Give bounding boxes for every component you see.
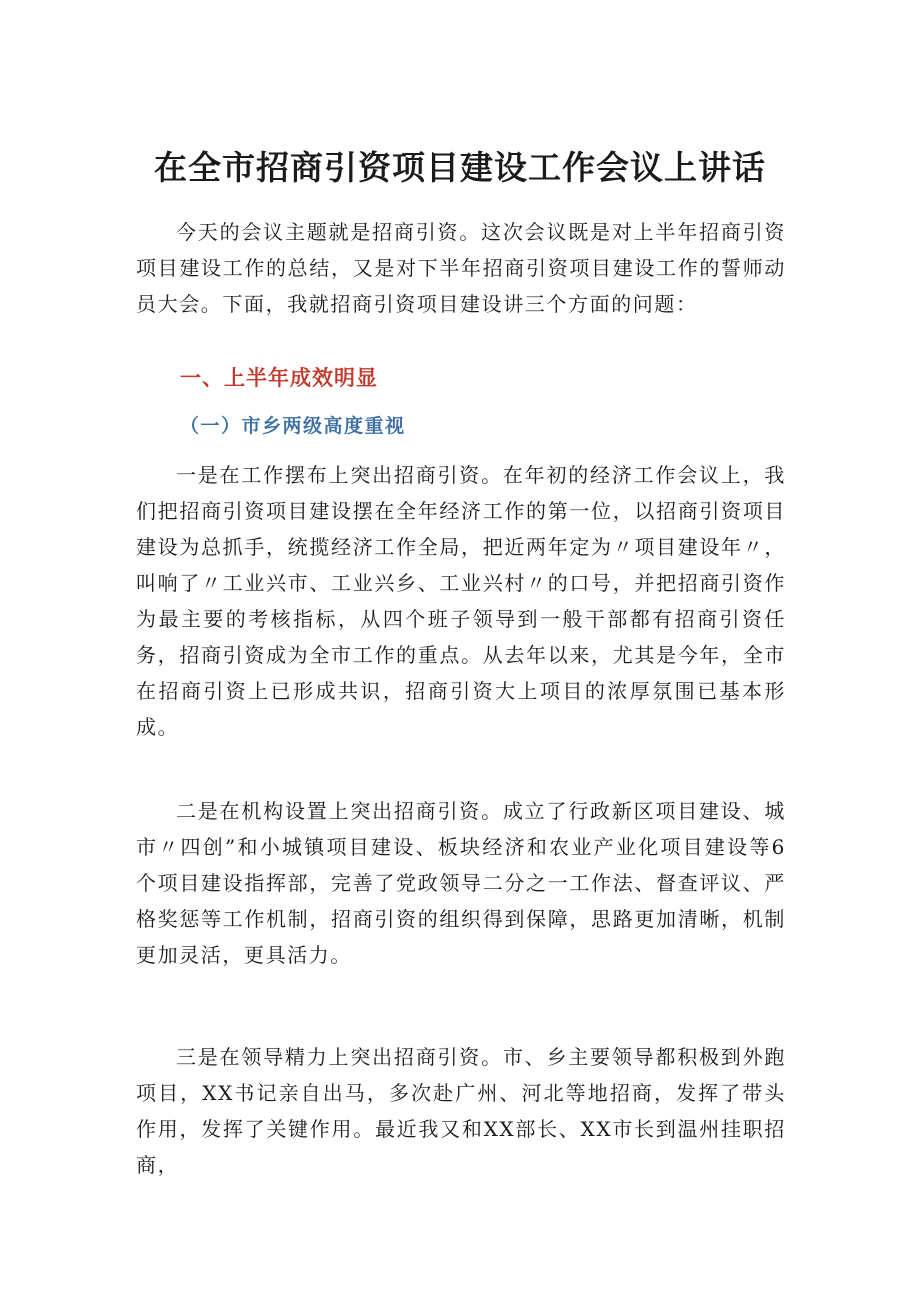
paragraph-2: 二是在机构设置上突出招商引资。成立了行政新区项目建设、城市〃四创”和小城镇项目建设、板块经济和农业产业化项目建设等6个项目建设指挥部，完善了党政领导二分之一工作法、督查评议、严格奖惩等工作机制，招商引资的组织得到保障，思路更加清晰，机制更加灵活，更具活力。: [136, 799, 786, 967]
paragraph-3: 三是在领导精力上突出招商引资。市、乡主要领导都积极到外跑项目，XX书记亲自出马，多次赴广州、河北等地招商，发挥了带头作用，发挥了关键作用。最近我又和XX部长、XX市长到温州挂职招商，: [136, 1045, 786, 1177]
document-title: 在全市招商引资项目建设工作会议上讲话: [154, 148, 766, 187]
subsection-heading: （一）市乡两级高度重视: [180, 415, 406, 437]
paragraph-1: 一是在工作摆布上突出招商引资。在年初的经济工作会议上，我们把招商引资项目建设摆在全年经济工作的第一位，以招商引资项目建设为总抓手，统揽经济工作全局，把近两年定为〃项目建设年〃，叫响了〃工业兴市、工业兴乡、工业兴村〃的口号，并把招商引资作为最主要的考核指标，从四个班子领导到一般干部都有招商引资任务，招商引资成为全市工作的重点。从去年以来，尤其是今年，全市在招商引资上已形成共识，招商引资大上项目的浓厚氛围已基本形成。: [136, 463, 786, 739]
intro-paragraph: 今天的会议主题就是招商引资。这次会议既是对上半年招商引资项目建设工作的总结，又是对下半年招商引资项目建设工作的誓师动员大会。下面，我就招商引资项目建设讲三个方面的问题：: [136, 220, 786, 316]
section-heading: 一、上半年成效明显: [180, 366, 378, 390]
